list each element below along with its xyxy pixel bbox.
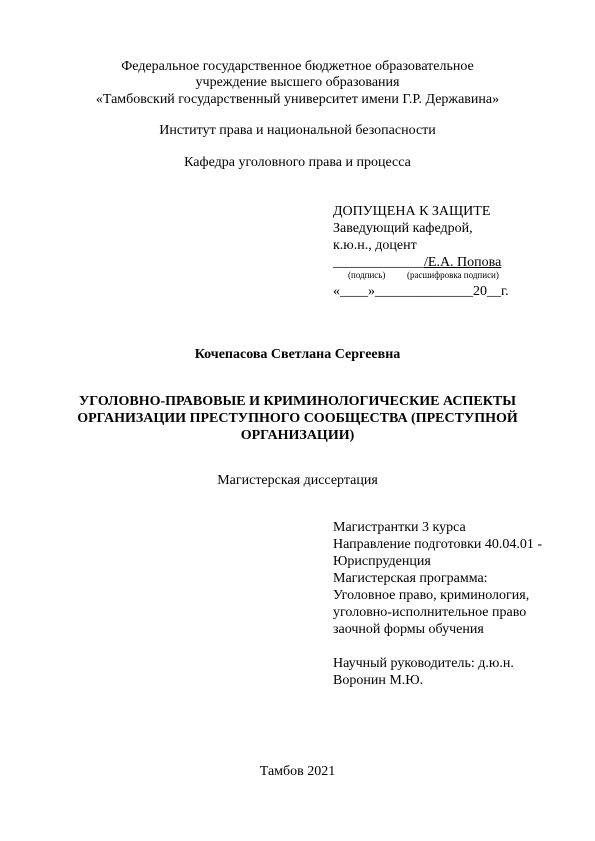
approval-degree: к.ю.н., доцент: [333, 238, 417, 253]
program-name-1: Уголовное право, криминология,: [333, 588, 530, 603]
student-specialty: Юриспруденция: [333, 554, 431, 569]
supervisor-label: Научный руководитель: д.ю.н.: [333, 656, 514, 671]
approver-name: /Е.А. Попова: [424, 255, 502, 270]
supervisor-name: Воронин М.Ю.: [333, 673, 424, 688]
city-year: Тамбов 2021: [259, 764, 336, 779]
author-name: Кочепасова Светлана Сергеевна: [194, 347, 401, 362]
thesis-title-line-1: УГОЛОВНО-ПРАВОВЫЕ И КРИМИНОЛОГИЧЕСКИЕ АСПЕКТЫ: [79, 394, 516, 409]
work-type: Магистерская диссертация: [217, 473, 378, 488]
approval-date-line: «____»______________20__г.: [333, 284, 509, 299]
thesis-title-line-2: ОРГАНИЗАЦИИ ПРЕСТУПНОГО СООБЩЕСТВА (ПРЕСТУПНОЙ: [77, 411, 518, 426]
signature-caption: (подпись): [348, 270, 386, 280]
approval-title: ДОПУЩЕНА К ЗАЩИТЕ: [333, 204, 491, 219]
student-direction: Направление подготовки 40.04.01 -: [333, 537, 543, 552]
university-name: «Тамбовский государственный университет имени Г.Р. Державина»: [95, 92, 500, 107]
university-education-level: учреждение высшего образования: [195, 75, 400, 90]
approval-position: Заведующий кафедрой,: [333, 221, 473, 236]
student-course: Магистрантки 3 курса: [333, 520, 466, 535]
thesis-title-line-3: ОРГАНИЗАЦИИ): [240, 428, 355, 443]
name-caption: (расшифровка подписи): [407, 270, 499, 280]
program-name-2: уголовно-исполнительное право: [333, 605, 527, 620]
department-name: Кафедра уголовного права и процесса: [184, 155, 411, 170]
university-type: Федеральное государственное бюджетное образовательное: [121, 59, 474, 74]
signature-blank: _____________: [333, 255, 424, 270]
approval-signature-line: [333, 254, 501, 271]
institute-name: Институт права и национальной безопасности: [159, 123, 436, 138]
study-form: заочной формы обучения: [333, 622, 484, 637]
program-label: Магистерская программа:: [333, 571, 488, 586]
